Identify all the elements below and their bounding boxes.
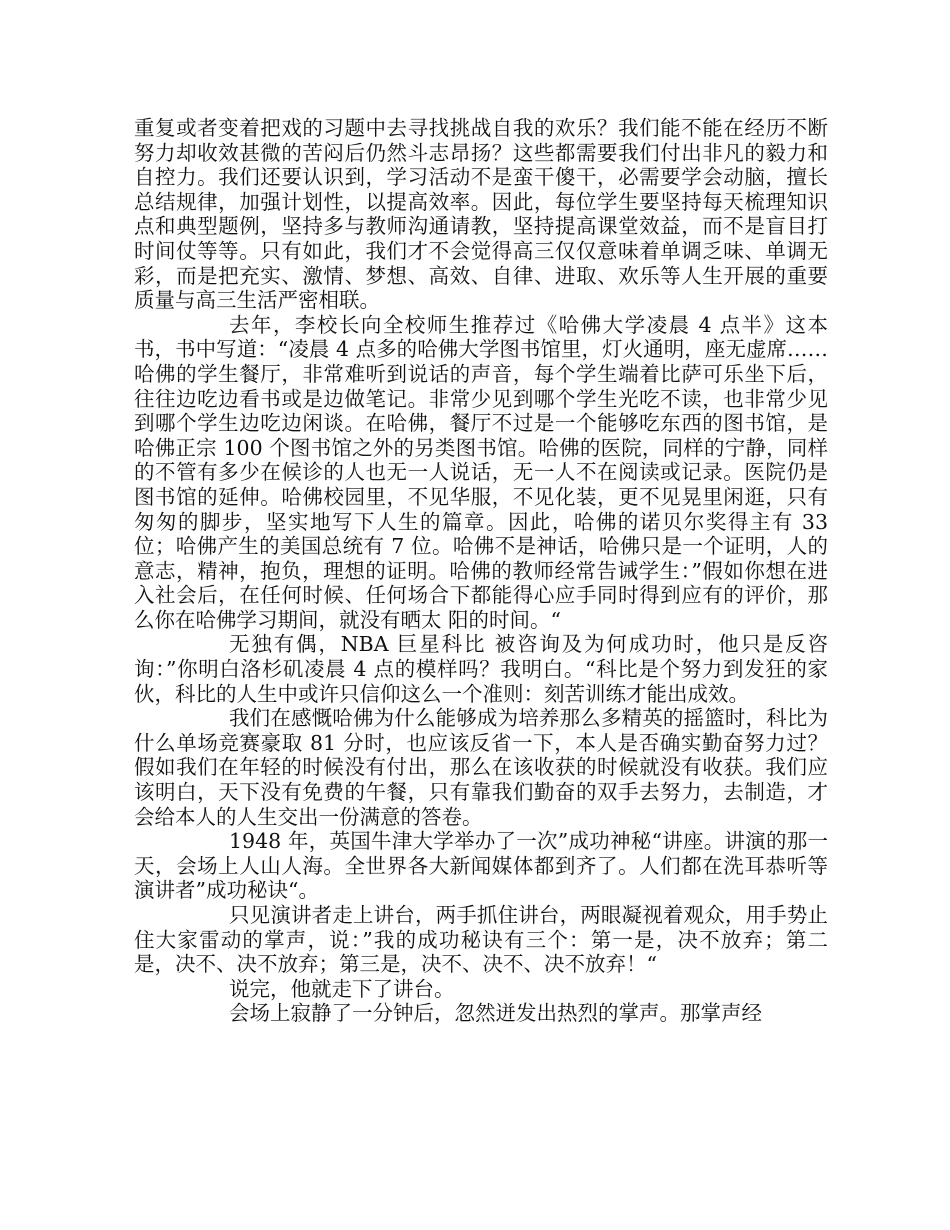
paragraph-7: 说完，他就走下了讲台。 bbox=[229, 976, 455, 1001]
paragraph-1: 重复或者变着把戏的习题中去寻找挑战自我的欢乐？我们能不能在经历不断努力却收效甚微的苦闷后仍然斗志昂扬？这些都需要我们付出非凡的毅力和自控力。我们还要认识到，学习活动不是蛮干傻干，必需要学会动脑，擅长总结规律，加强计划性，以提高效率。因此，每位学生要坚持每天梳理知识点和典型题例，坚持多与教师沟通请教，坚持提高课堂效益，而不是盲目打时间仗等等。只有如此，我们才不会觉得高三仅仅意味着单调乏味、单调无彩，而是把充实、激情、梦想、高效、自律、进取、欢乐等人生开展的重要质量与高三生活严密相联。 bbox=[134, 116, 828, 313]
paragraph-4: 我们在感慨哈佛为什么能够成为培养那么多精英的摇篮时，科比为什么单场竞赛豪取 81 分时，也应该反省一下，本人是否确实勤奋努力过？假如我们在年轻的时候没有付出，那么在该收获的时候就没有收获。我们应该明白，天下没有免费的午餐，只有靠我们勤奋的双手去努力，去制造，才会给本人的人生交出一份满意的答卷。 bbox=[134, 706, 828, 829]
paragraph-2: 去年，李校长向全校师生推荐过《哈佛大学凌晨 4 点半》这本书，书中写道：“凌晨 4 点多的哈佛大学图书馆里，灯火通明，座无虚席……哈佛的学生餐厅，非常难听到说话的声音，每个学生端着比萨可乐坐下后，往往边吃边看书或是边做笔记。非常少见到哪个学生光吃不读，也非常少见到哪个学生边吃边闲谈。在哈佛，餐厅不过是一个能够吃东西的图书馆，是哈佛正宗 100 个图书馆之外的另类图书馆。哈佛的医院，同样的宁静，同样的不管有多少在候诊的人也无一人说话，无一人不在阅读或记录。医院仍是图书馆的延伸。哈佛校园里，不见华服，不见化装，更不见晃里闲逛，只有匆匆的脚步，坚实地写下人生的篇章。因此，哈佛的诺贝尔奖得主有 33 位；哈佛产生的美国总统有 7 位。哈佛不是神话，哈佛只是一个证明，人的意志，精神，抱负，理想的证明。哈佛的教师经常告诫学生：”假如你想在进入社会后，在任何时候、任何场合下都能得心应手同时得到应有的评价，那么你在哈佛学习期间，就没有晒太 阳的时间。“ bbox=[134, 312, 828, 632]
paragraph-8: 会场上寂静了一分钟后，忽然迸发出热烈的掌声。那掌声经 bbox=[229, 1001, 762, 1026]
paragraph-6: 只见演讲者走上讲台，两手抓住讲台，两眼凝视着观众，用手势止住大家雷动的掌声，说：”我的成功秘诀有三个：第一是，决不放弃；第二是，决不、决不放弃；第三是，决不、决不、决不放弃！“ bbox=[134, 903, 828, 977]
document-body bbox=[134, 116, 828, 1026]
paragraph-5: 1948 年，英国牛津大学举办了一次”成功神秘“讲座。讲演的那一天，会场上人山人海。全世界各大新闻媒体都到齐了。人们都在洗耳恭听等演讲者”成功秘诀“。 bbox=[134, 829, 828, 903]
paragraph-3: 无独有偶，NBA 巨星科比 被咨询及为何成功时，他只是反咨询：”你明白洛杉矶凌晨 4 点的模样吗？我明白。“科比是个努力到发狂的家伙，科比的人生中或许只信仰这么一个准则：刻苦训练才能出成效。 bbox=[134, 632, 828, 706]
